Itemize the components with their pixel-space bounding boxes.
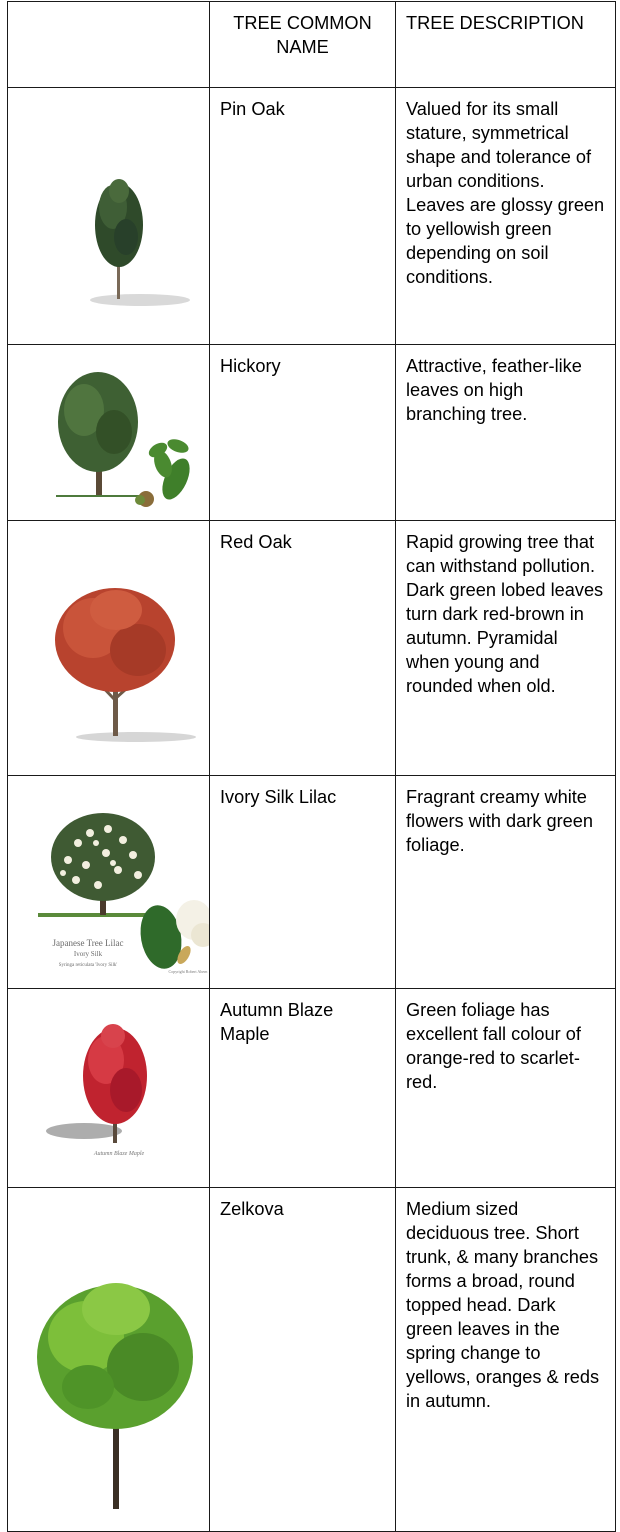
pin-oak-tree-icon	[18, 97, 210, 336]
table-row	[8, 1188, 616, 1532]
tree-description: Medium sized deciduous tree. Short trunk, & many branches forms a broad, round topped head. Dark green leaves in the spring change to yellows, oranges & reds in autumn.	[396, 1188, 616, 1532]
lilac-caption-4: Copyright Robert Ahern	[168, 969, 208, 974]
tree-image-cell	[8, 345, 210, 521]
tree-name: Zelkova	[210, 1188, 396, 1532]
tree-name: Autumn Blaze Maple	[210, 989, 396, 1188]
table-row	[8, 989, 616, 1188]
tree-description: Green foliage has excellent fall colour of orange-red to scarlet-red.	[396, 989, 616, 1188]
tree-name: Pin Oak	[210, 88, 396, 345]
ivory-silk-lilac-tree-icon	[18, 785, 210, 980]
header-description: TREE DESCRIPTION	[396, 2, 616, 88]
tree-image-cell	[8, 776, 210, 989]
maple-caption: Autumn Blaze Maple	[93, 1151, 145, 1157]
header-row	[8, 2, 616, 88]
autumn-blaze-maple-tree-icon	[18, 998, 210, 1179]
red-oak-tree-icon	[18, 530, 210, 767]
tree-image-cell	[8, 1188, 210, 1532]
tree-table	[7, 1, 616, 1532]
table-row	[8, 776, 616, 989]
hickory-tree-icon	[18, 354, 210, 512]
lilac-caption-1: Japanese Tree Lilac	[52, 938, 124, 948]
table-row	[8, 345, 616, 521]
tree-name: Red Oak	[210, 521, 396, 776]
tree-description: Attractive, feather-like leaves on high branching tree.	[396, 345, 616, 521]
zelkova-tree-icon	[18, 1197, 210, 1523]
lilac-caption-3: Syringa reticulata 'Ivory Silk'	[58, 963, 118, 968]
tree-description: Rapid growing tree that can withstand pollution. Dark green lobed leaves turn dark red-brown in autumn. Pyramidal when young and rounded when old.	[396, 521, 616, 776]
tree-image-cell	[8, 521, 210, 776]
tree-name: Ivory Silk Lilac	[210, 776, 396, 989]
tree-image-cell	[8, 88, 210, 345]
table-row	[8, 521, 616, 776]
tree-description: Valued for its small stature, symmetrical shape and tolerance of urban conditions. Leaves are glossy green to yellowish green depending on soil conditions.	[396, 88, 616, 345]
header-image-cell	[8, 2, 210, 88]
lilac-caption-2: Ivory Silk	[73, 950, 103, 958]
tree-image-cell	[8, 989, 210, 1188]
tree-name: Hickory	[210, 345, 396, 521]
table-row	[8, 88, 616, 345]
header-common-name: TREE COMMON NAME	[210, 2, 396, 88]
tree-description: Fragrant creamy white flowers with dark green foliage.	[396, 776, 616, 989]
